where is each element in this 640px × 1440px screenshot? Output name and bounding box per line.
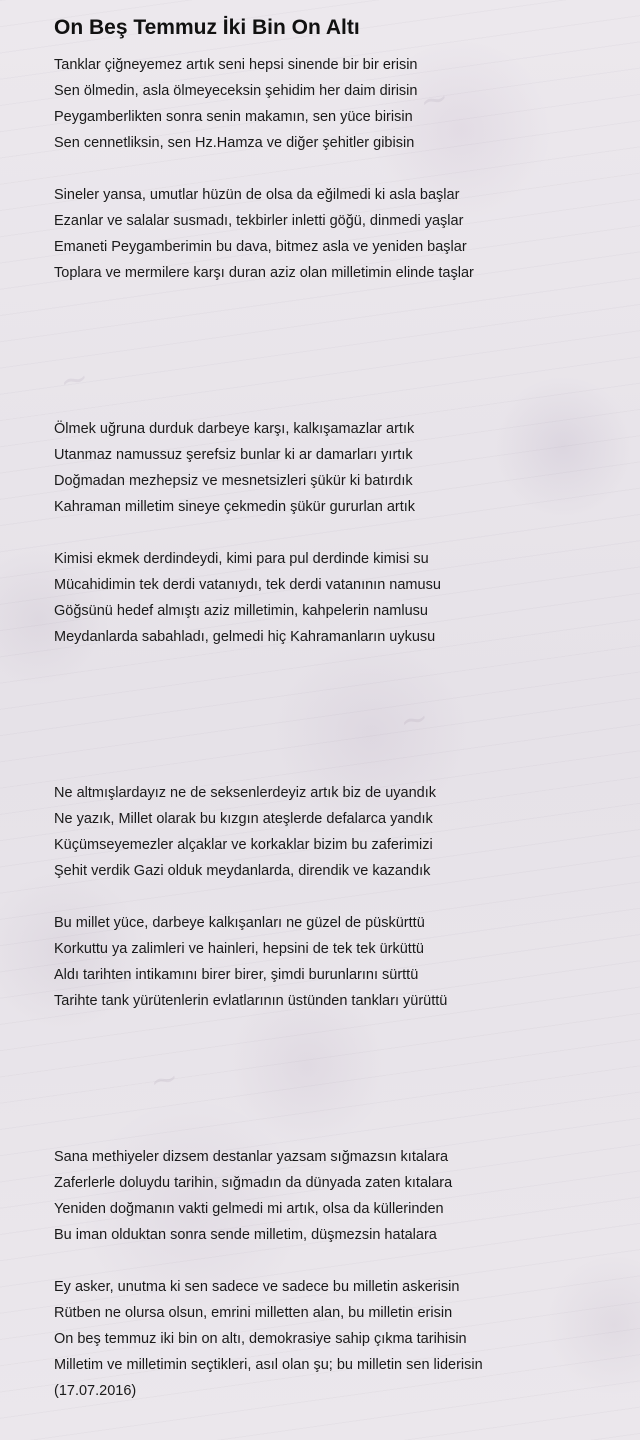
- poem-line: Kimisi ekmek derdindeydi, kimi para pul derdinde kimisi su: [54, 551, 429, 567]
- poem-line: Peygamberlikten sonra senin makamın, sen yüce birisin: [54, 109, 413, 125]
- poem-title: On Beş Temmuz İki Bin On Altı: [54, 16, 360, 39]
- stanza-spacer: [54, 884, 614, 910]
- poem-line: Tanklar çiğneyemez artık seni hepsi sinende bir bir erisin: [54, 57, 418, 73]
- stanza: [54, 416, 614, 520]
- poem-line: Mücahidimin tek derdi vatanıydı, tek derdi vatanının namusu: [54, 577, 441, 593]
- poem-line: Yeniden doğmanın vakti gelmedi mi artık, olsa da küllerinden: [54, 1201, 444, 1217]
- poem-line: Tarihte tank yürütenlerin evlatlarının üstünden tankları yürüttü: [54, 993, 448, 1009]
- background-handwriting: ~: [56, 357, 93, 403]
- poem-line: Toplara ve mermilere karşı duran aziz olan milletimin elinde taşlar: [54, 265, 474, 281]
- poem-line: Ne altmışlardayız ne de seksenlerdeyiz artık biz de uyandık: [54, 785, 437, 801]
- stanza: [54, 546, 614, 650]
- background-handwriting: ~: [146, 1057, 183, 1103]
- stanza: [54, 1274, 614, 1404]
- poem-line: Emaneti Peygamberimin bu dava, bitmez asla ve yeniden başlar: [54, 239, 467, 255]
- poem-line: Ölmek uğruna durduk darbeye karşı, kalkışamazlar artık: [54, 421, 415, 437]
- poem-line: Kahraman milletim sineye çekmedin şükür gururlan artık: [54, 499, 416, 515]
- poem-line: Utanmaz namussuz şerefsiz bunlar ki ar damarları yırtık: [54, 447, 413, 463]
- poem-body: [54, 52, 614, 1404]
- poem-line: Bu iman olduktan sonra sende milletim, düşmezsin hatalara: [54, 1227, 437, 1243]
- poem-line: Küçümseyemezler alçaklar ve korkaklar bizim bu zaferimizi: [54, 837, 433, 853]
- poem-line: Doğmadan mezhepsiz ve mesnetsizleri şükür ki batırdık: [54, 473, 413, 489]
- poem-line: Rütben ne olursa olsun, emrini milletten alan, bu milletin erisin: [54, 1305, 453, 1321]
- poem-line: Ey asker, unutma ki sen sadece ve sadece bu milletin askerisin: [54, 1279, 460, 1295]
- section-spacer: [54, 286, 614, 416]
- stanza: [54, 780, 614, 884]
- poem-line: Ne yazık, Millet olarak bu kızgın ateşlerde defalarca yandık: [54, 811, 433, 827]
- poem-line: Korkuttu ya zalimleri ve hainleri, hepsini de tek tek ürküttü: [54, 941, 424, 957]
- poem-line: Sineler yansa, umutlar hüzün de olsa da eğilmedi ki asla başlar: [54, 187, 460, 203]
- poem-line: Sana methiyeler dizsem destanlar yazsam sığmazsın kıtalara: [54, 1149, 449, 1165]
- poem-line: Zaferlerle doluydu tarihin, sığmadın da dünyada zaten kıtalara: [54, 1175, 453, 1191]
- background-handwriting: ~: [396, 697, 433, 743]
- poem-line: Ezanlar ve salalar susmadı, tekbirler inletti göğü, dinmedi yaşlar: [54, 213, 464, 229]
- poem-line: Meydanlarda sabahladı, gelmedi hiç Kahramanların uykusu: [54, 629, 436, 645]
- stanza-spacer: [54, 520, 614, 546]
- stanza: [54, 910, 614, 1014]
- section-spacer: [54, 650, 614, 780]
- stanza-spacer: [54, 1248, 614, 1274]
- stanza: [54, 52, 614, 156]
- stanza: [54, 1144, 614, 1248]
- stanza: [54, 182, 614, 286]
- stanza-spacer: [54, 156, 614, 182]
- background-handwriting: ~: [416, 77, 453, 123]
- poem-line: Aldı tarihten intikamını birer birer, şimdi burunlarını sürttü: [54, 967, 419, 983]
- section-spacer: [54, 1014, 614, 1144]
- poem-line: Sen ölmedin, asla ölmeyeceksin şehidim her daim dirisin: [54, 83, 418, 99]
- poem-line: On beş temmuz iki bin on altı, demokrasiye sahip çıkma tarihisin: [54, 1331, 467, 1347]
- poem-line: Milletim ve milletimin seçtikleri, asıl olan şu; bu milletin sen liderisin: [54, 1357, 483, 1373]
- poem-line: Göğsünü hedef almıştı aziz milletimin, kahpelerin namlusu: [54, 603, 428, 619]
- poem-line: Şehit verdik Gazi olduk meydanlarda, direndik ve kazandık: [54, 863, 431, 879]
- poem-line: Bu millet yüce, darbeye kalkışanları ne güzel de püskürttü: [54, 915, 425, 931]
- poem-date: (17.07.2016): [54, 1383, 137, 1399]
- poem-line: Sen cennetliksin, sen Hz.Hamza ve diğer şehitler gibisin: [54, 135, 415, 151]
